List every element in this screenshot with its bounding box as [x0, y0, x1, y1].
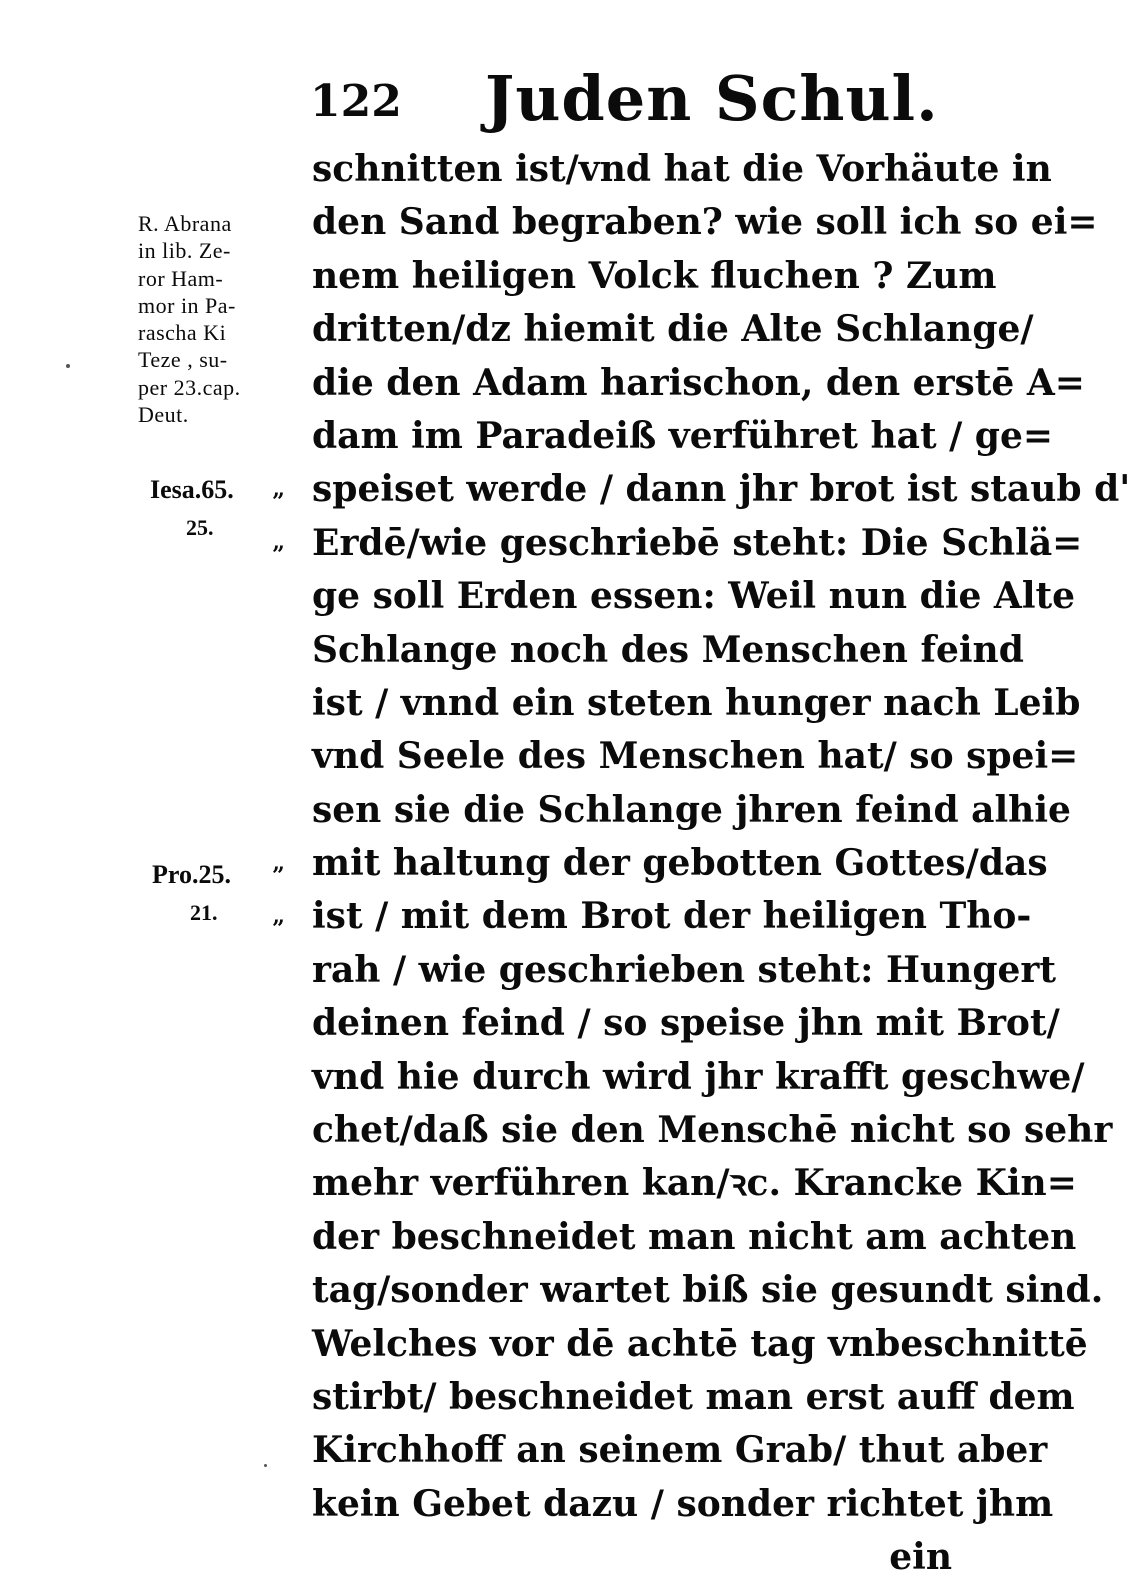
- margin-note-line: per 23.cap.: [138, 374, 241, 400]
- text-line: Kirchhoff an seinem Grab/ thut aber: [312, 1429, 1048, 1472]
- text-line: chet/daß sie den Menschē nicht so sehr: [312, 1109, 1113, 1152]
- quotation-mark: ”: [272, 489, 285, 515]
- page-number: 122: [310, 76, 402, 127]
- text-line: schnitten ist/vnd hat die Vorhäute in: [312, 148, 1052, 190]
- text-line: rah / wie geschrieben steht: Hungert: [312, 948, 1057, 991]
- text-line: nem heiligen Volck fluchen ? Zum: [312, 254, 997, 297]
- margin-note-line: rascha Ki: [138, 320, 227, 346]
- margin-note-line: ror Ham-: [138, 265, 224, 291]
- margin-note-line: Iesa.65.: [150, 475, 234, 504]
- margin-note-line: mor in Pa-: [138, 292, 236, 318]
- quotation-mark: ”: [272, 916, 285, 942]
- margin-note-line: in lib. Ze-: [138, 238, 231, 264]
- margin-note-isaiah-reference: [150, 470, 234, 546]
- text-line: Erdē/wie geschriebē steht: Die Schlä=: [312, 521, 1083, 564]
- text-line: stirbt/ beschneidet man erst auff dem: [312, 1375, 1075, 1418]
- running-title: Juden Schul.: [485, 62, 939, 135]
- text-line: ge soll Erden essen: Weil nun die Alte: [312, 575, 1076, 618]
- margin-note-line: Pro.25.: [152, 860, 231, 889]
- stray-ink-dot: [264, 1464, 267, 1467]
- text-line: mehr verführen kan/ꝛc. Krancke Kin=: [312, 1162, 1077, 1205]
- margin-note-line: Deut.: [138, 402, 189, 428]
- body-text: [312, 143, 1130, 1585]
- text-line: Schlange noch des Menschen feind: [312, 628, 1024, 671]
- margin-note-line: 21.: [190, 900, 218, 925]
- text-line: tag/sonder wartet biß sie gesundt sind.: [312, 1269, 1104, 1312]
- text-line: dam im Paradeiß verführet hat / ge=: [312, 414, 1054, 457]
- running-head: [310, 62, 970, 142]
- text-line: den Sand begraben? wie soll ich so ei=: [312, 201, 1098, 244]
- margin-note-line: 25.: [186, 515, 214, 540]
- margin-note-line: Teze , su-: [138, 347, 228, 373]
- stray-ink-dot: [66, 364, 70, 368]
- margin-note-proverbs-reference: [152, 855, 231, 931]
- text-line: vnd Seele des Menschen hat/ so spei=: [312, 735, 1079, 778]
- text-line: speiset werde / dann jhr brot ist staub d': [312, 468, 1130, 511]
- quotation-mark: ”: [272, 863, 285, 889]
- text-line: ist / mit dem Brot der heiligen Tho-: [312, 895, 1032, 938]
- text-line: ist / vnnd ein steten hunger nach Leib: [312, 681, 1081, 724]
- text-line: deinen feind / so speise jhn mit Brot/: [312, 1002, 1060, 1045]
- text-line: die den Adam harischon, den erstē A=: [312, 361, 1085, 404]
- text-line: kein Gebet dazu / sonder richtet jhm: [312, 1482, 1054, 1525]
- text-line: sen sie die Schlange jhren feind alhie: [312, 788, 1071, 831]
- text-line: der beschneidet man nicht am achten: [312, 1215, 1077, 1258]
- text-line: vnd hie durch wird jhr krafft geschwe/: [312, 1055, 1085, 1098]
- margin-note-line: R. Abrana: [138, 211, 232, 236]
- text-line: Welches vor dē achtē tag vnbeschnittē: [312, 1322, 1088, 1365]
- margin-note-rabbinic-source: [138, 210, 298, 428]
- text-line: mit haltung der gebotten Gottes/das: [312, 842, 1048, 885]
- text-line: dritten/dz hiemit die Alte Schlange/: [312, 308, 1034, 351]
- quotation-mark: ”: [272, 542, 285, 568]
- catchword: ein: [889, 1536, 952, 1579]
